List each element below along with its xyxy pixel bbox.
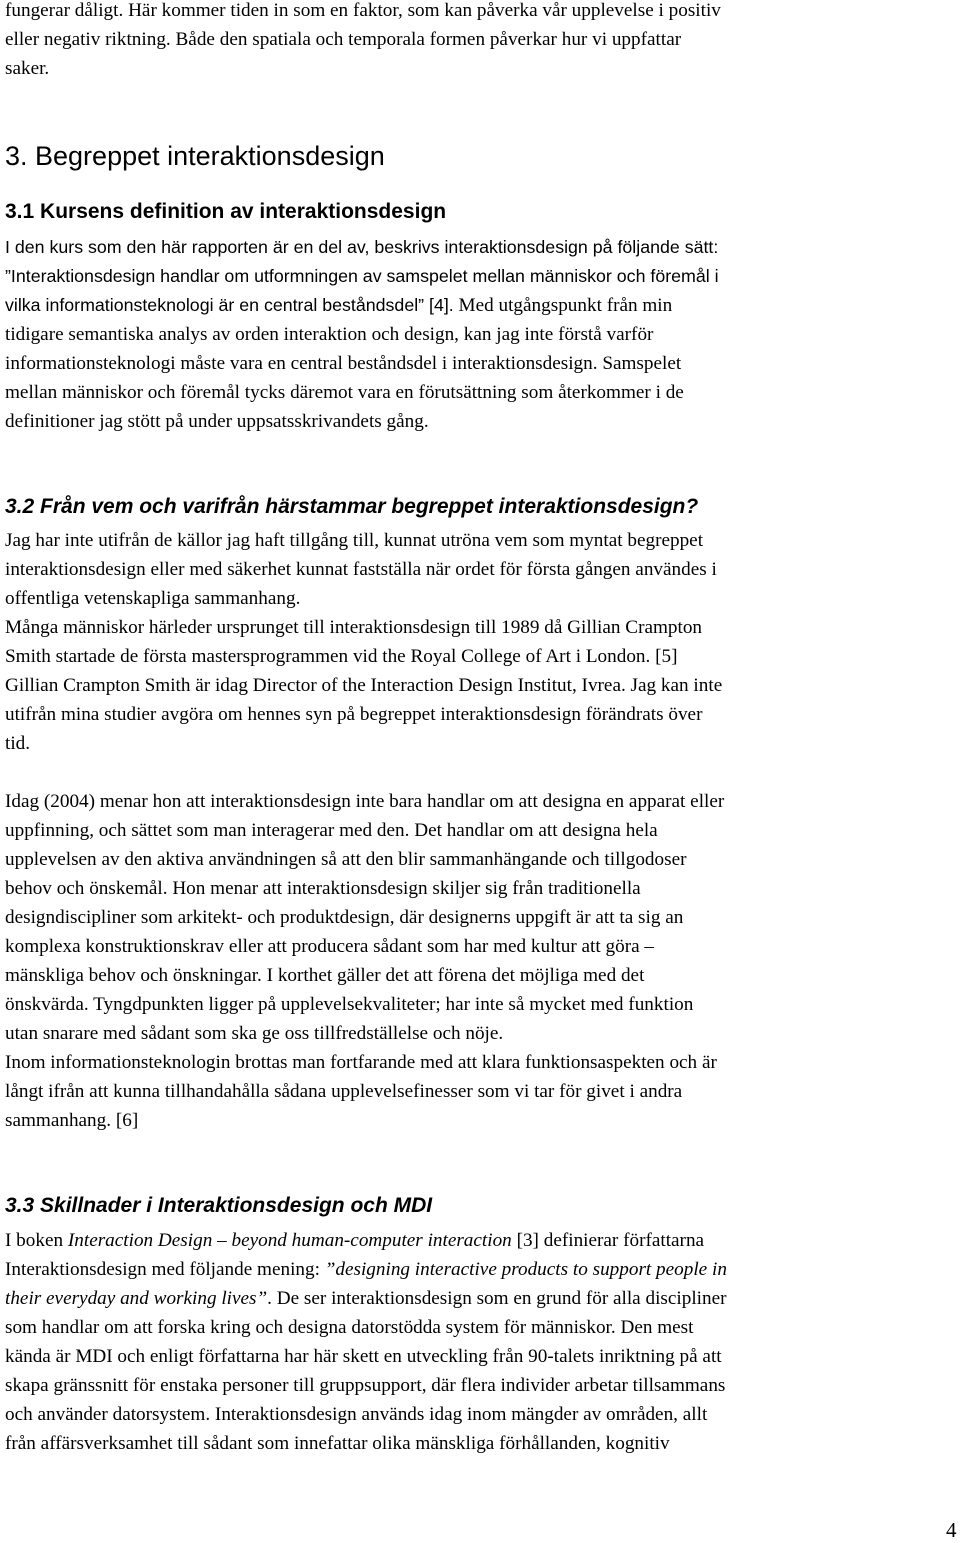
quote-run: ”designing interactive products to support people in <box>324 1259 727 1280</box>
quote-run: their everyday and working lives” <box>5 1288 268 1309</box>
body-line: Många människor härleder ursprunget till interaktionsdesign till 1989 då Gillian Crampton <box>5 617 703 638</box>
body-line: komplexa konstruktionskrav eller att producera sådant som har med kultur att göra – <box>5 936 654 957</box>
body-line: definitioner jag stött på under uppsatsskrivandets gång. <box>5 411 429 432</box>
text-run: . De ser interaktionsdesign som en grund för alla discipliner <box>267 1288 727 1309</box>
body-line: från affärsverksamhet till sådant som innefattar olika mänskliga förhållanden, kognitiv <box>5 1433 670 1454</box>
definition-line: ”Interaktionsdesign handlar om utformningen av samspelet mellan människor och föremål i <box>5 266 719 286</box>
intro-line: fungerar dåligt. Här kommer tiden in som en faktor, som kan påverka vår upplevelse i positiv <box>5 0 721 21</box>
body-line: informationsteknologi måste vara en central beståndsdel i interaktionsdesign. Samspelet <box>5 353 682 374</box>
section-3-2-heading: 3.2 Från vem och varifrån härstammar begreppet interaktionsdesign? <box>5 495 699 518</box>
body-line: offentliga vetenskapliga sammanhang. <box>5 588 301 609</box>
body-line: som handlar om att forska kring och designa datorstödda system för människor. Den mest <box>5 1317 694 1338</box>
body-line: utifrån mina studier avgöra om hennes syn på begreppet interaktionsdesign förändrats över <box>5 704 703 725</box>
body-line: Idag (2004) menar hon att interaktionsdesign inte bara handlar om att designa en apparat eller <box>5 791 725 812</box>
book-title: Interaction Design – beyond human-computer interaction <box>67 1230 512 1251</box>
body-line: uppfinning, och sättet som man interagerar med den. Det handlar om att designa hela <box>5 820 658 841</box>
body-mixed-line <box>5 1284 960 1313</box>
body-line: långt ifrån att kunna tillhandahålla sådana upplevelsefinesser som vi tar för givet i andra <box>5 1081 683 1102</box>
body-mixed-line <box>5 1255 960 1284</box>
body-line: mellan människor och föremål tycks däremot vara en förutsättning som återkommer i de <box>5 382 684 403</box>
body-line: utan snarare med sådant som ska ge oss tillfredställelse och nöje. <box>5 1023 504 1044</box>
body-line: Gillian Crampton Smith är idag Director of the Interaction Design Institut, Ivrea. Jag kan inte <box>5 675 723 696</box>
body-line: mänskliga behov och önskningar. I korthet gäller det att förena det möjliga med det <box>5 965 645 986</box>
body-line: tid. <box>5 733 31 754</box>
text-run: Interaktionsdesign med följande mening: <box>5 1259 325 1280</box>
section-3-1-heading: 3.1 Kursens definition av interaktionsdesign <box>5 200 447 223</box>
definition-mixed-line <box>5 291 960 320</box>
body-line: önskvärda. Tyngdpunkten ligger på upplevelsekvaliteter; har inte så mycket med funktion <box>5 994 694 1015</box>
body-line: kända är MDI och enligt författarna har här skett en utveckling från 90-talets inriktning på att <box>5 1346 722 1367</box>
body-line: och använder datorsystem. Interaktionsdesign används idag inom mängder av områden, allt <box>5 1404 708 1425</box>
section-3-3-heading: 3.3 Skillnader i Interaktionsdesign och MDI <box>5 1194 433 1217</box>
definition-line: I den kurs som den här rapporten är en del av, beskrivs interaktionsdesign på följande sätt: <box>5 237 719 257</box>
body-line: skapa gränssnitt för enstaka personer till gruppsupport, där flera individer arbetar tillsammans <box>5 1375 726 1396</box>
intro-line: eller negativ riktning. Både den spatiala och temporala formen påverkar hur vi uppfattar <box>5 29 682 50</box>
body-line: behov och önskemål. Hon menar att interaktionsdesign skiljer sig från traditionella <box>5 878 641 899</box>
section-3-heading: 3. Begreppet interaktionsdesign <box>5 141 385 171</box>
text-run: I boken <box>5 1230 68 1251</box>
text-run: [3] definierar författarna <box>511 1230 705 1251</box>
page-number: 4 <box>946 1518 957 1542</box>
body-line: sammanhang. [6] <box>5 1110 139 1131</box>
body-line: Inom informationsteknologin brottas man fortfarande med att klara funktionsaspekten och är <box>5 1052 717 1073</box>
body-line: Jag har inte utifrån de källor jag haft tillgång till, kunnat utröna vem som myntat begreppet <box>5 530 704 551</box>
body-line: Smith startade de första mastersprogrammen vid the Royal College of Art i London. [5] <box>5 646 678 667</box>
intro-line: saker. <box>5 58 50 79</box>
body-line: designdiscipliner som arkitekt- och produktdesign, där designerns uppgift är att ta sig an <box>5 907 684 928</box>
body-line: interaktionsdesign eller med säkerhet kunnat fastställa när ordet för första gången användes i <box>5 559 717 580</box>
definition-quote-end: vilka informationsteknologi är en central beståndsdel” [4]. <box>5 295 454 315</box>
body-line: upplevelsen av den aktiva användningen så att den blir sammanhängande och tillgodoser <box>5 849 687 870</box>
body-line: tidigare semantiska analys av orden interaktion och design, kan jag inte förstå varför <box>5 324 654 345</box>
body-mixed-line <box>5 1226 960 1255</box>
analysis-start: Med utgångspunkt från min <box>453 295 673 316</box>
